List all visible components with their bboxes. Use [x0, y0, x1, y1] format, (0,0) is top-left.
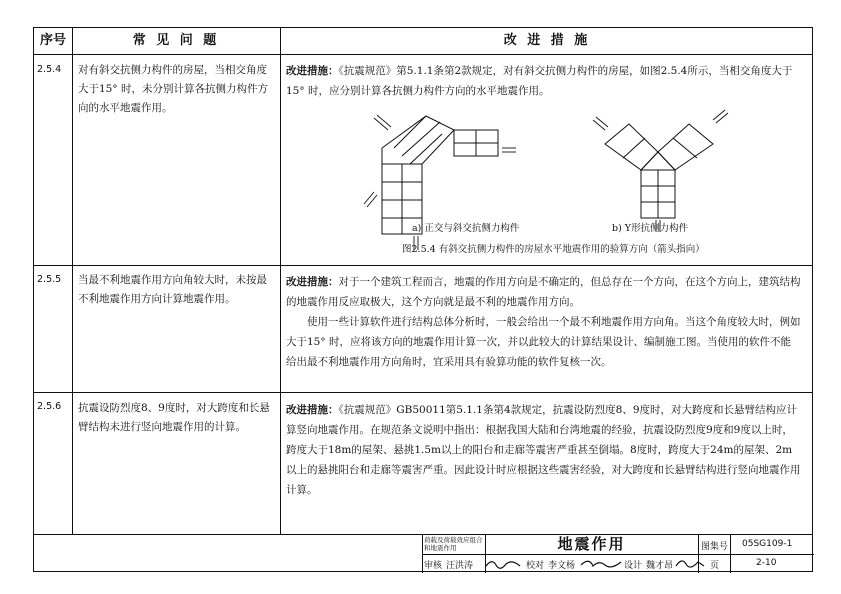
row-divider [34, 392, 812, 393]
page-label: 页 [710, 561, 720, 571]
checker-name: 李文杨 [548, 561, 576, 571]
design-label: 设计 [624, 561, 643, 571]
problem-text: 抗震设防烈度8、9度时，对大跨度和长悬臂结构未进行竖向地震作用的计算。 [78, 402, 270, 433]
document-frame [33, 27, 813, 572]
measure-body: 《抗震规范》第5.1.1条第2款规定，对有斜交抗侧力构件的房屋，如图2.5.4所示，当相交角度大于15° 时，应分别计算各抗侧力构件方向的水平地震作用。 [286, 65, 793, 97]
header-measure: 改 进 措 施 [503, 33, 591, 48]
measure-text [286, 400, 801, 500]
row-number: 2.5.4 [37, 64, 62, 75]
problem-text: 当最不利地震作用方向角较大时，未按最不利地震作用方向计算地震作用。 [78, 274, 267, 305]
header-no: 序号 [39, 33, 66, 48]
review-label: 审核 [424, 561, 443, 571]
check-label: 校对 [526, 561, 545, 571]
problem-text: 对有斜交抗侧力构件的房屋，当相交角度大于15° 时，未分别计算各抗侧力构件方向的水平地震作用。 [78, 64, 268, 114]
category-label: 荷载及荷载效应组合和地震作用 [424, 536, 483, 552]
measure-lead: 改进措施： [286, 404, 339, 416]
page-title: 地震作用 [557, 535, 626, 553]
atlas-label: 图集号 [701, 542, 729, 552]
atlas-number: 05SG109-1 [742, 539, 793, 549]
measure-body: 对于一个建筑工程而言，地震的作用方向是不确定的，但总存在一个方向，在这个方向上，建筑结构的地震作用反应取极大，这个方向就是最不利的地震作用方向。 [286, 276, 801, 308]
row-number: 2.5.6 [37, 401, 62, 412]
measure-lead: 改进措施： [286, 276, 339, 288]
title-block-row-divider [422, 554, 814, 555]
reviewer-name: 汪洪涛 [446, 561, 474, 571]
column-divider [280, 28, 281, 534]
measure-text [286, 61, 801, 101]
designer-name: 魏才昂 [646, 561, 674, 571]
signature-reviewer [484, 556, 524, 570]
measure-lead: 改进措施： [286, 65, 339, 77]
page-number: 2-10 [756, 558, 777, 568]
measure-body-2: 使用一些计算软件进行结构总体分析时，一般会给出一个最不利地震作用方向角。当这个角度较大时，例如大于15° 时，应将该方向的地震作用计算一次，并以此较大的计算结果设计、编制施工图。当使用的软件不能给出最不利地震作用方向角时，宜采用具有验算功能的软件复核一次。 [286, 316, 801, 368]
measure-text [286, 272, 801, 372]
column-divider [72, 28, 73, 534]
figure-caption: 图2.5.4 有斜交抗侧力构件的房屋水平地震作用的验算方向（箭头指向） [402, 244, 705, 255]
header-problem: 常 见 问 题 [132, 33, 220, 48]
measure-body: 《抗震规范》GB50011第5.1.1条第4款规定，抗震设防烈度8、9度时，对大跨度和长悬臂结构应计算竖向地震作用。在规范条文说明中指出：根据我国大陆和台湾地震的经验，抗震设防烈度9度和9度以上时，跨度大于18m的屋架、悬挑1.5m以上的阳台和走廊等震害严重甚至倒塌。8度时，跨度大于24m的屋架、2m以上的悬挑阳台和走廊等震害严重。因此设计时应根据这些震害经验，对大跨度和长悬臂结构进行竖向地震作用计算。 [286, 404, 801, 496]
row-divider [34, 265, 812, 266]
row-number: 2.5.5 [37, 274, 62, 285]
y-shaped-diagram [579, 108, 739, 233]
header-divider [34, 54, 812, 55]
signature-checker [579, 556, 623, 570]
figure-subcaption-b: b) Y形抗侧力构件 [612, 223, 689, 234]
figure-subcaption-a: a) 正交与斜交抗侧力构件 [412, 223, 520, 234]
signature-designer [674, 556, 706, 570]
